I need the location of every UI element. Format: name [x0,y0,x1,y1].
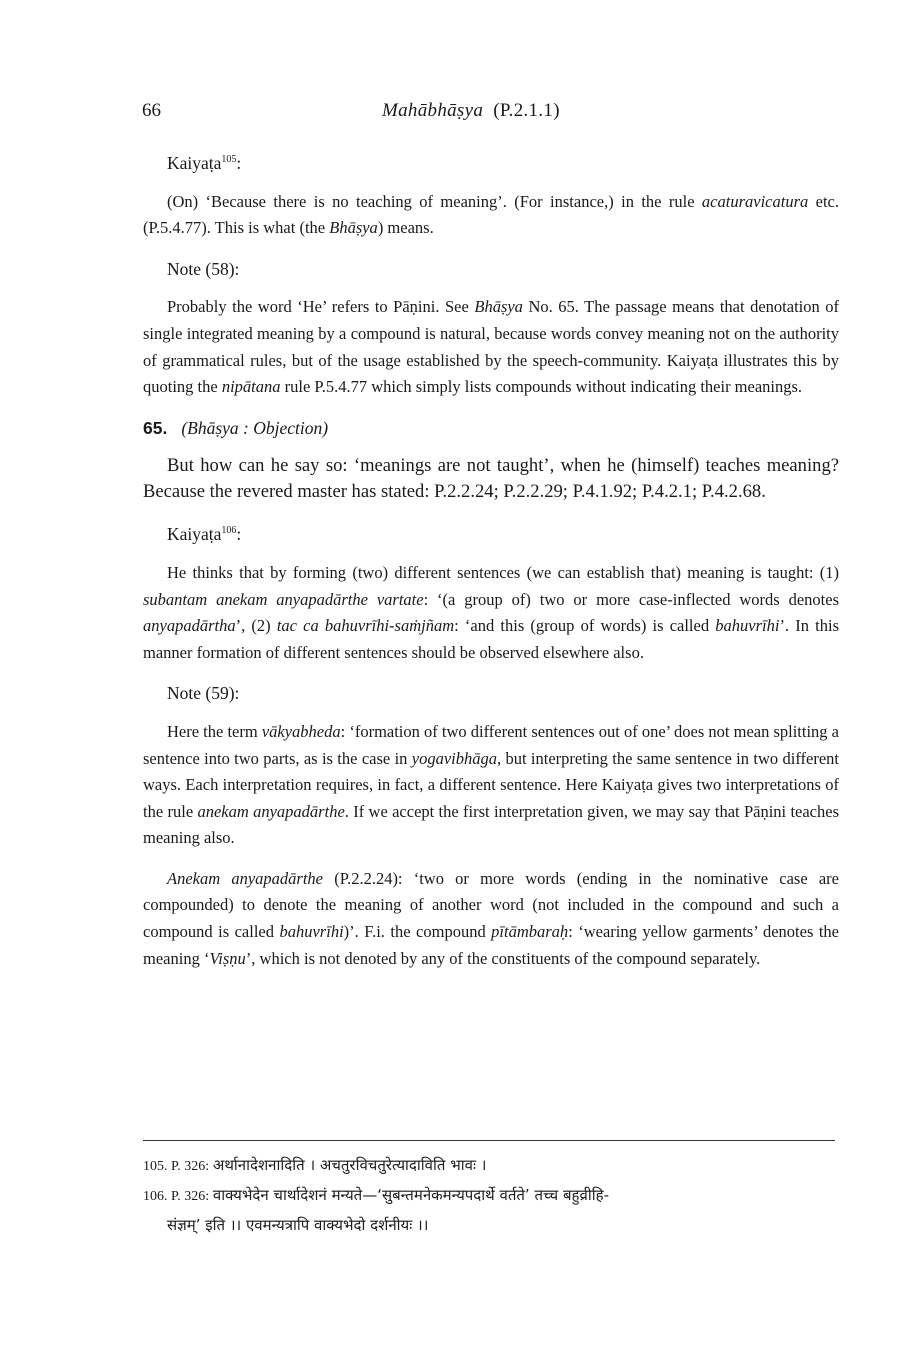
sanskrit-term: bahuvrīhi [279,922,344,942]
sanskrit-term: tac ca bahuvrīhi-saṁjñam [276,616,455,636]
page-number: 66 [142,100,161,121]
bhasya-65-paragraph: But how can he say so: ‘meanings are not taught’, when he (himself) teaches meaning? Because the revered master has stated: P.2.2.24; P.2.2.29; P.4.1.92; P.4.2.1; P.4.2.68. [143,455,839,503]
text-span: ’, (2) [235,616,277,636]
sanskrit-term: bahuvrīhi [715,616,780,636]
note-59-paragraph-1 [143,719,839,852]
footnote-ref: 105. P. 326: [143,1159,210,1174]
footnote-sanskrit: संज्ञम्’ इति ।। एवमन्यत्रापि वाक्यभेदो दर्शनीयः ।। [167,1216,429,1234]
text-span: No. 65. The passage means that denotation of single integrated meaning by a compound is natural, because words convey meaning not on the authority of grammatical rules, but of the usage established by the speech-community. Kaiyaṭa illustrates this by quoting the [143,297,840,397]
kaiyata-label: Kaiyaṭa [167,524,222,545]
footnote-ref: 106. P. 326: [143,1189,210,1204]
kaiyata-106-heading [143,521,839,548]
note-58-heading: Note (58): [167,258,240,279]
heading-colon: : [236,524,242,545]
sanskrit-term: vākyabheda [261,721,341,741]
text-span: ’. In this manner formation of different sentences should be observed elsewhere also. [143,616,839,662]
text-span: : ‘(a group of) two or more case-inflected words denotes [423,589,839,609]
footnotes [143,1152,843,1241]
footnote-sanskrit: वाक्यभेदेन चार्थादेशनं मन्यते—‘सुबन्तमनेकमन्यपदार्थे वर्तते’ तच्च बहुव्रीहि- [212,1186,609,1204]
text-span: (P.2.2.24): ‘two or more words (ending in the nominative case are compounded) to denote the meaning of another word (not included in the compound and such a compound is called [143,868,840,942]
footnote-sanskrit: अर्थानादेशनादिति । अचतुरविचतुरेत्यादाविति भावः । [212,1156,487,1174]
footnote-ref-105: 105 [221,154,237,166]
kaiyata-label: Kaiyaṭa [167,153,222,173]
sanskrit-term: Bhāṣya [329,218,378,238]
text-span: Probably the word ‘He’ refers to Pāṇini. See [167,297,475,317]
sanskrit-term: anyapadārtha [143,616,236,636]
kaiyata-106-paragraph [143,560,839,666]
sanskrit-term: pītāmbaraḥ [491,922,569,942]
note-59-paragraph-2 [143,866,839,972]
footnote-105 [143,1152,843,1180]
text-span: (On) ‘Because there is no teaching of meaning’. (For instance,) in the rule [167,191,702,211]
running-title [382,100,560,122]
sanskrit-term: Viṣṇu [209,948,246,968]
footnote-106-continuation [143,1212,843,1239]
footnote-ref-106: 106 [221,525,237,537]
text-span: He thinks that by forming (two) different sentences (we can establish that) meaning is taught: (1) [167,562,839,582]
main-text [143,150,839,986]
footnote-divider [143,1140,835,1141]
note-59-heading: Note (59): [167,683,240,704]
sanskrit-term: yogavibhāga [411,748,497,768]
note-58-paragraph [143,294,839,400]
text-span: ) means. [377,218,434,238]
sanskrit-term: acaturavicatura [701,191,809,211]
sanskrit-term: subantam anekam anyapadārthe vartate [143,589,424,609]
sanskrit-term: Anekam anyapadārthe [167,868,324,888]
kaiyata-105-paragraph [143,189,839,242]
text-span: etc. (P.5.4.77). This is what (the [143,191,839,238]
sanskrit-term: anekam anyapadārthe [197,801,345,821]
running-title-work: Mahābhāṣya [382,100,484,121]
text-span: , but interpreting the same sentence in two different ways. Each interpretation requires, in fact, a different sentence. Here Kaiyaṭa gives two interpretations of the rule [143,748,839,821]
sanskrit-term: nipātana [221,377,281,397]
text-span: rule P.5.4.77 which simply lists compounds without indicating their meanings. [280,377,803,397]
text-span: . If we accept the first interpretation given, we may say that Pāṇini teaches meaning also. [143,801,840,848]
section-number: 65. [143,417,168,438]
kaiyata-105-heading [143,150,839,177]
text-span: : ‘wearing yellow garments’ denotes the meaning ‘ [143,922,839,968]
section-label: (Bhāṣya : Objection) [181,417,329,438]
running-title-reference: (P.2.1.1) [493,100,560,121]
section-65-heading [143,415,839,442]
text-span: )’. F.i. the compound [343,922,492,942]
sanskrit-term: Bhāṣya [474,297,523,317]
text-span: Here the term [167,721,262,741]
page-header [142,100,842,130]
footnote-106 [143,1182,843,1210]
text-span: ’, which is not denoted by any of the constituents of the compound separately. [245,948,761,968]
text-span: : ‘and this (group of words) is called [454,616,716,636]
heading-colon: : [236,153,242,173]
text-span: : ‘formation of two different sentences out of one’ does not mean splitting a sentence into two parts, as is the case in [143,721,840,768]
